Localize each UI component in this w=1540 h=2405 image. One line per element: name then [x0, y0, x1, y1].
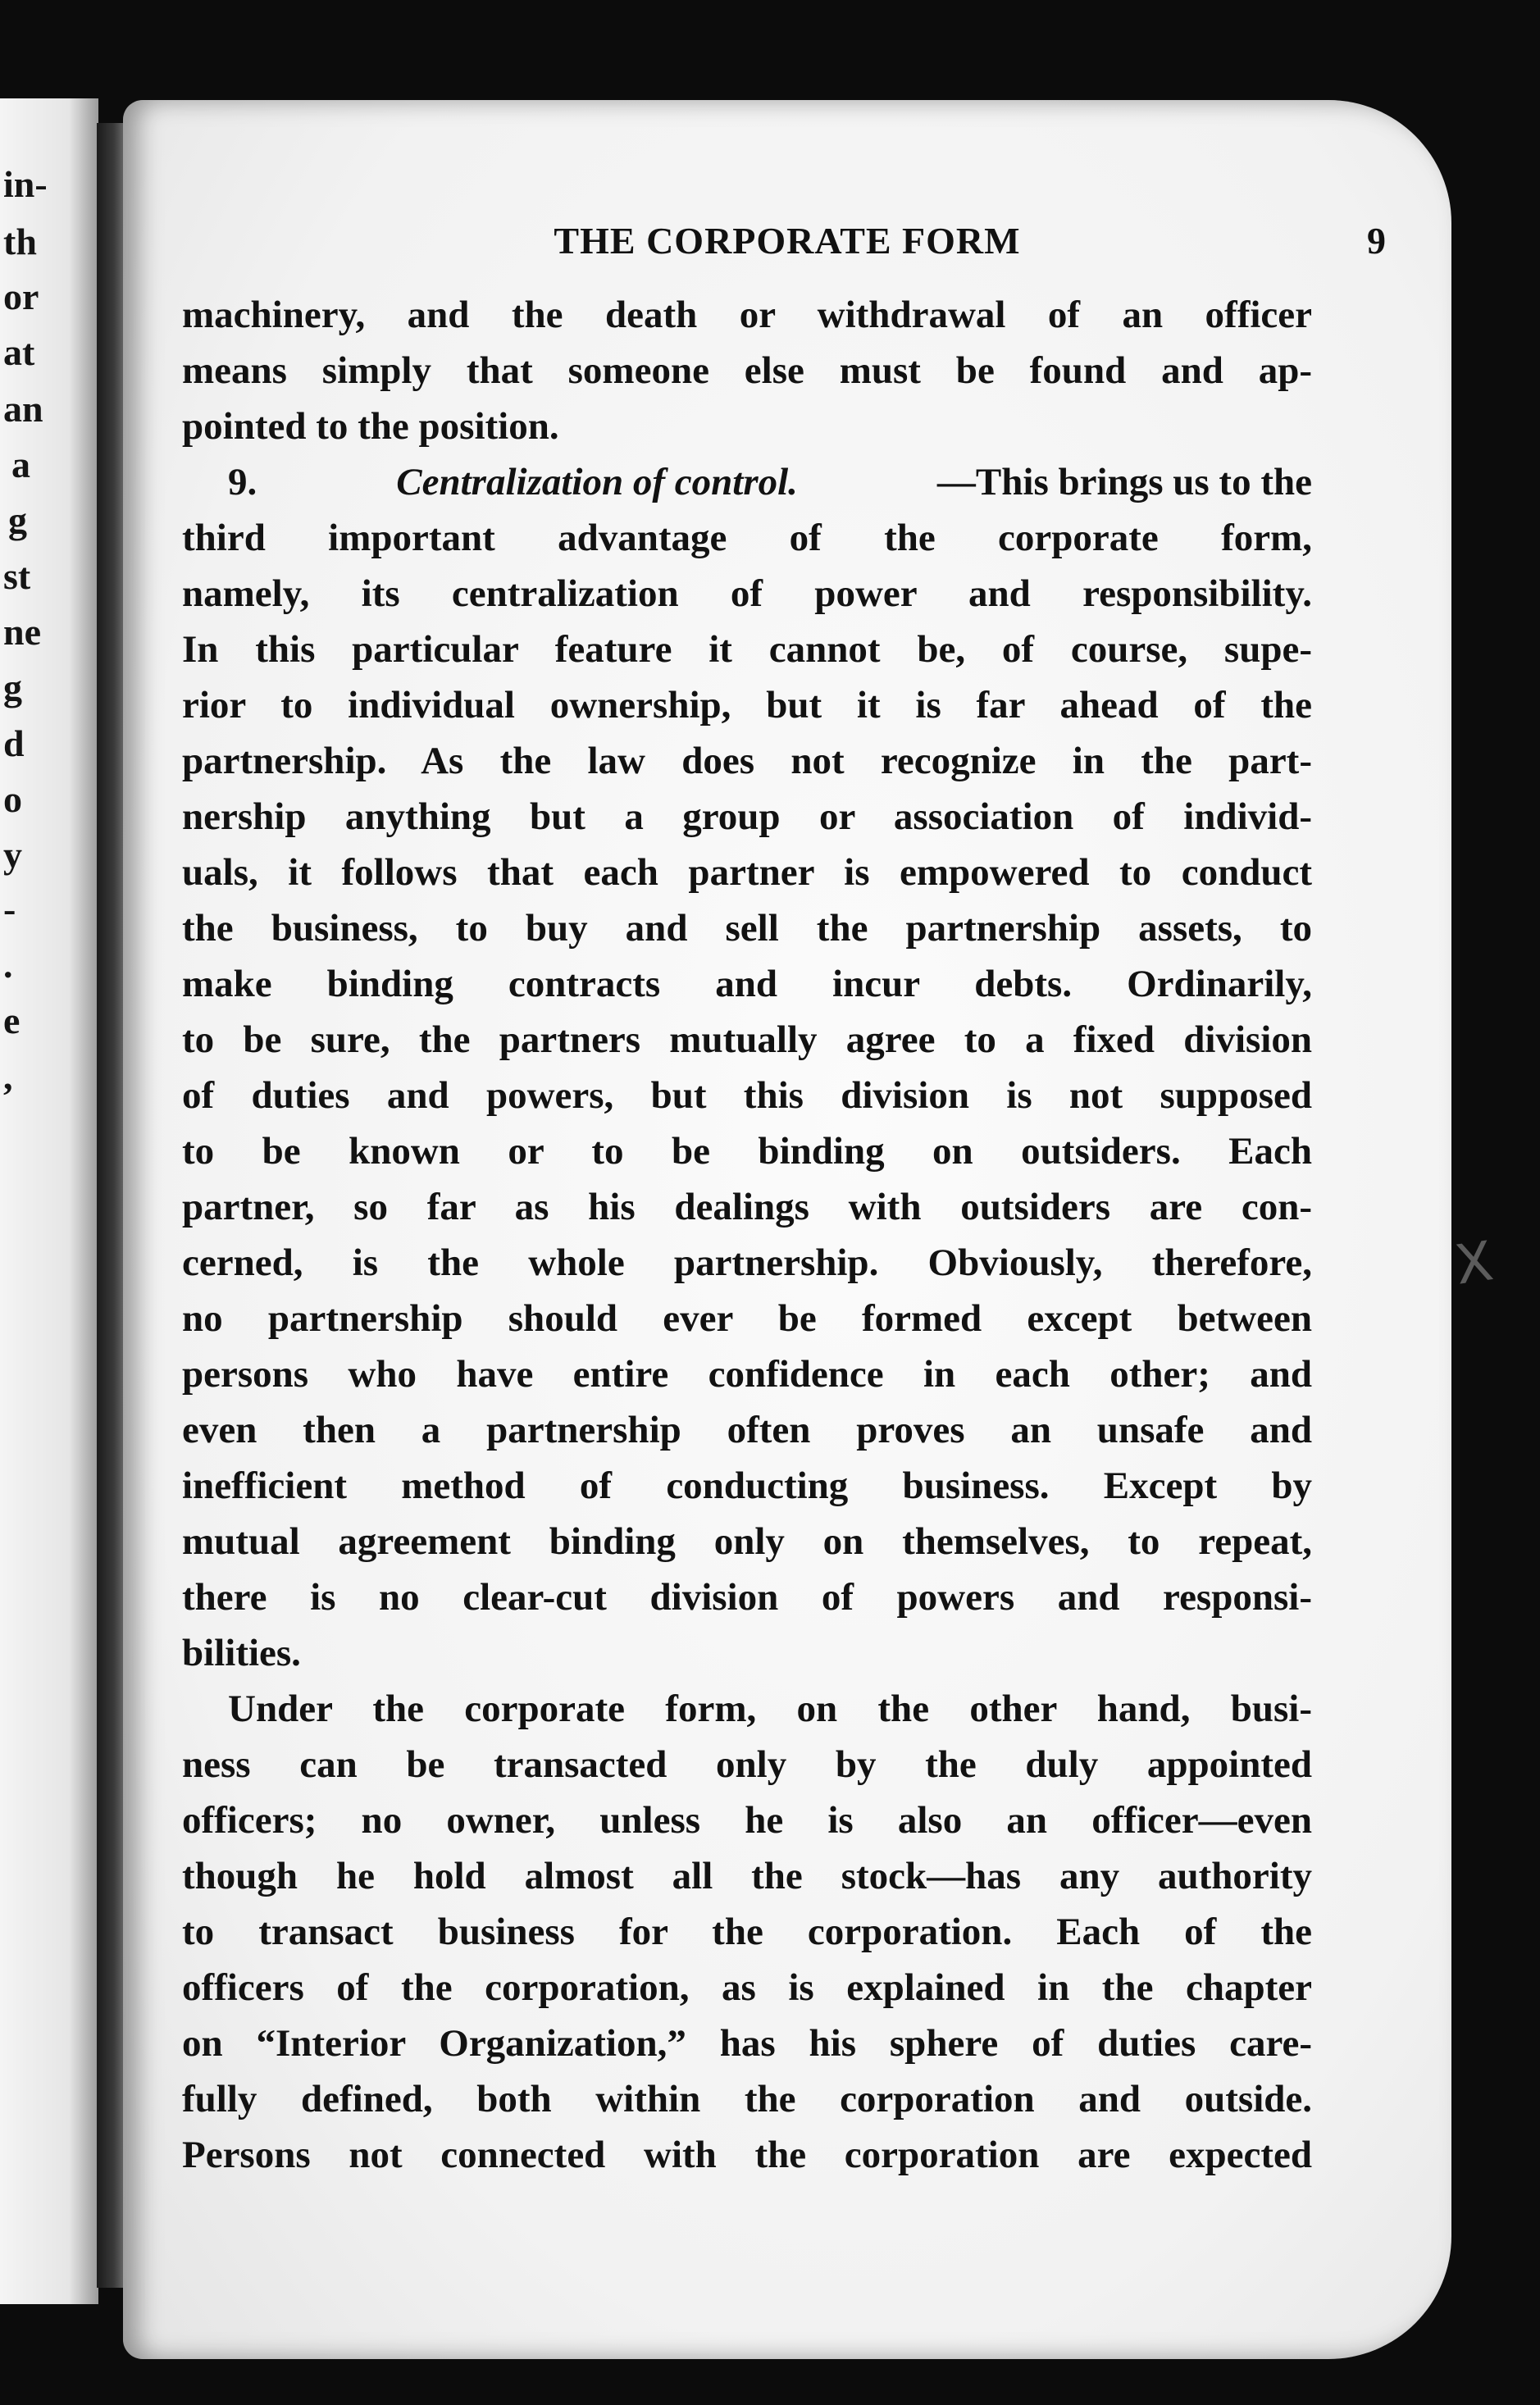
text-line: means simply that someone else must be found and ap-	[182, 349, 1312, 392]
text-line: Under the corporate form, on the other hand, busi-	[228, 1688, 1312, 1730]
text-line: to be known or to be binding on outsiders. Each	[182, 1130, 1312, 1173]
text-line: Persons not connected with the corporation are expected	[182, 2134, 1312, 2176]
facing-page-text-fragment: g	[3, 667, 22, 708]
text-line: rior to individual ownership, but it is far ahead of the	[182, 684, 1312, 727]
facing-page-text-fragment: an	[3, 388, 43, 430]
facing-page-text-fragment: in-	[3, 163, 48, 205]
text-line: cerned, is the whole partnership. Obviously, therefore,	[182, 1241, 1312, 1284]
facing-page-text-fragment: o	[3, 778, 22, 820]
text-line: though he hold almost all the stock—has any authority	[182, 1855, 1312, 1897]
text-line: partnership. As the law does not recognize in the part-	[182, 740, 1312, 782]
text-line: officers; no owner, unless he is also an officer—even	[182, 1799, 1312, 1842]
text-line: inefficient method of conducting business. Except by	[182, 1464, 1312, 1507]
text-line: machinery, and the death or withdrawal of an officer	[182, 294, 1312, 336]
facing-page-text-fragment: e	[3, 1000, 21, 1041]
text-line: make binding contracts and incur debts. Ordinarily,	[182, 963, 1312, 1005]
text-line: mutual agreement binding only on themselves, to repeat,	[182, 1520, 1312, 1563]
facing-page-text-fragment: th	[3, 221, 37, 262]
facing-page-text-fragment: g	[8, 499, 27, 541]
text-line: In this particular feature it cannot be, of course, supe-	[182, 628, 1312, 671]
body-text	[182, 287, 1312, 2183]
facing-page-text-fragment: ,	[3, 1055, 13, 1097]
text-line: bilities.	[182, 1632, 301, 1674]
facing-page-text-fragment: -	[3, 888, 16, 930]
text-line: uals, it follows that each partner is empowered to conduct	[182, 851, 1312, 894]
section-heading: Centralization of control.	[396, 461, 798, 503]
text-run: —This brings us to the	[936, 461, 1312, 503]
facing-page-text-fragment: a	[11, 444, 30, 485]
facing-page-text-fragment: .	[3, 944, 13, 986]
text-line: partner, so far as his dealings with outsiders are con-	[182, 1186, 1312, 1228]
section-heading-line	[182, 454, 1312, 510]
facing-page-text-fragment: ne	[3, 611, 41, 653]
text-line: even then a partnership often proves an unsafe and	[182, 1409, 1312, 1451]
text-line: on “Interior Organization,” has his sphere of duties care-	[182, 2022, 1312, 2065]
facing-page-text-fragment: d	[3, 722, 25, 764]
facing-page-text-fragment: st	[3, 555, 31, 597]
page-number: 9	[1367, 220, 1386, 262]
text-line: there is no clear-cut division of powers and responsi-	[182, 1576, 1312, 1619]
text-line: no partnership should ever be formed except between	[182, 1297, 1312, 1340]
margin-annotation: X	[1451, 1229, 1497, 1297]
text-line: namely, its centralization of power and responsibility.	[182, 572, 1312, 615]
text-line: third important advantage of the corporate form,	[182, 517, 1312, 559]
text-line: of duties and powers, but this division is not supposed	[182, 1074, 1312, 1117]
text-line: pointed to the position.	[182, 405, 559, 448]
book-page	[123, 100, 1497, 2359]
text-line: the business, to buy and sell the partnership assets, to	[182, 907, 1312, 950]
section-number: 9.	[228, 461, 257, 503]
running-title: THE CORPORATE FORM	[554, 220, 1021, 262]
facing-page-text-fragment: or	[3, 276, 39, 317]
text-line: persons who have entire confidence in each other; and	[182, 1353, 1312, 1396]
text-line: to transact business for the corporation. Each of the	[182, 1911, 1312, 1953]
text-line: ness can be transacted only by the duly appointed	[182, 1743, 1312, 1786]
text-line: fully defined, both within the corporation and outside.	[182, 2078, 1312, 2120]
text-line: nership anything but a group or association of individ-	[182, 795, 1312, 838]
page-header	[189, 219, 1386, 276]
facing-page-text-fragment: y	[3, 834, 22, 876]
text-line: to be sure, the partners mutually agree to a fixed division	[182, 1018, 1312, 1061]
facing-page-edge	[0, 98, 98, 2304]
facing-page-text-fragment: at	[3, 331, 35, 373]
text-line: officers of the corporation, as is explained in the chapter	[182, 1966, 1312, 2009]
